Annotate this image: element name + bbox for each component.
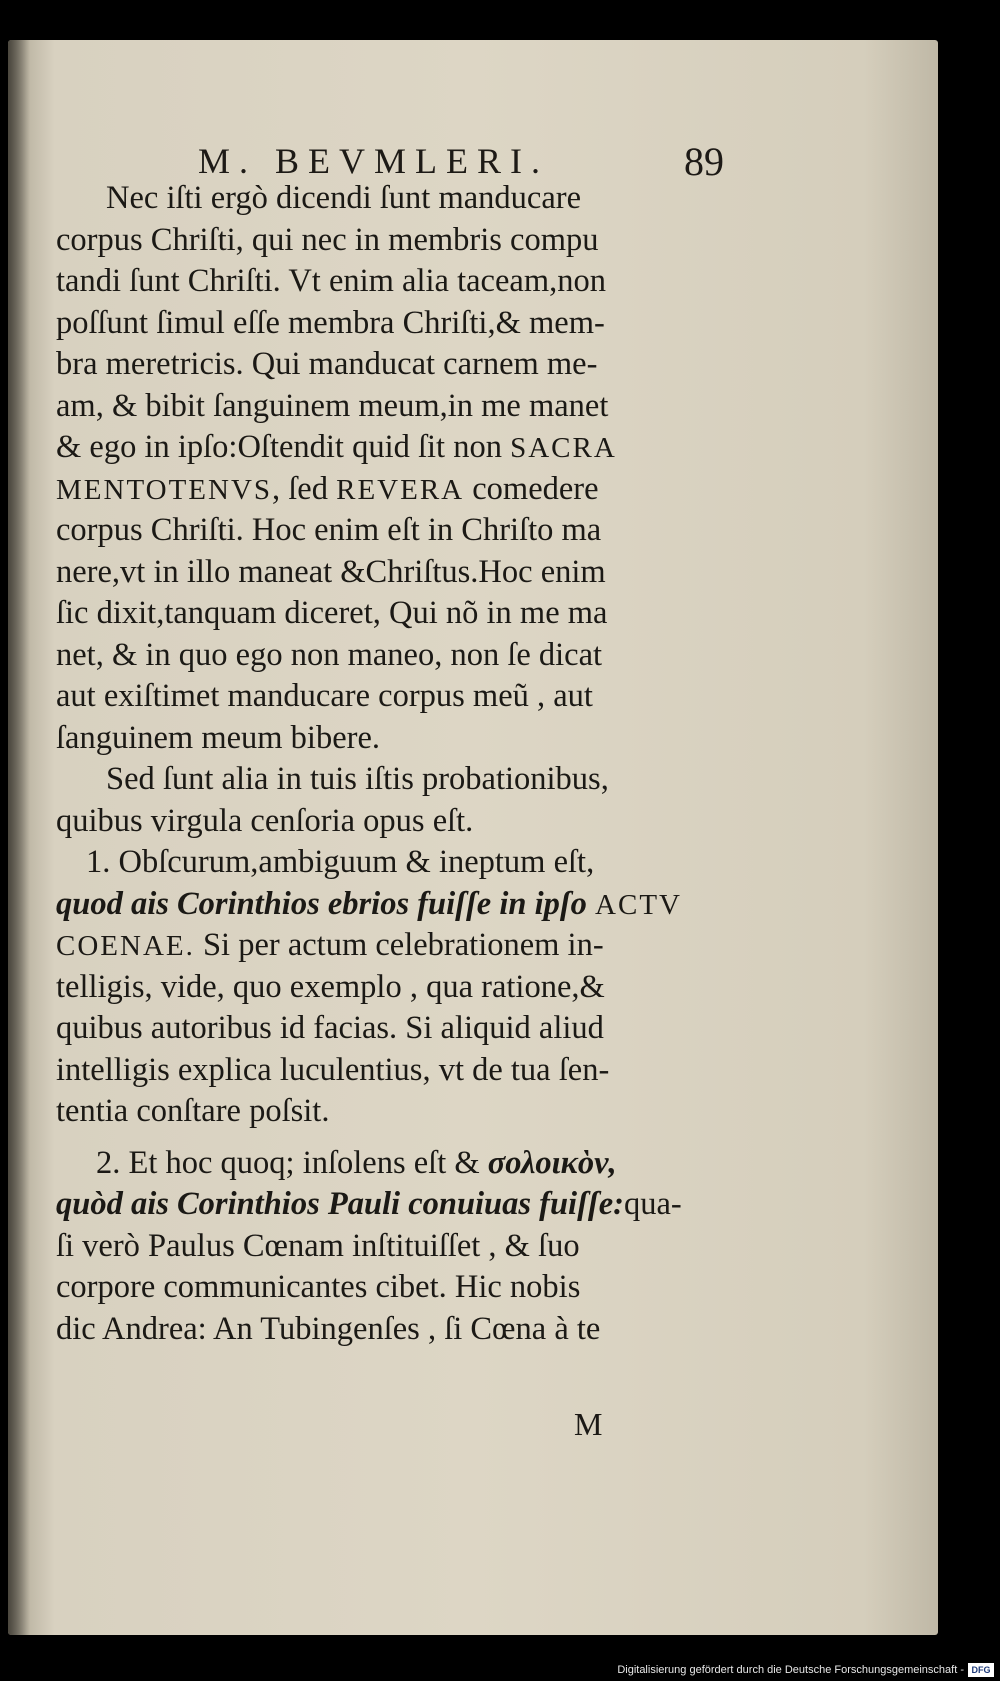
text-segment: qua- (623, 1186, 682, 1222)
greek-text: σολοικὸν, (487, 1144, 617, 1181)
text-segment: Si per actum celebrationem in- (202, 927, 604, 963)
text-line (56, 925, 726, 967)
text-line (56, 1184, 726, 1226)
dfg-logo: DFG (968, 1663, 994, 1677)
text-line: Nec iſti ergò dicendi ſunt manducare (106, 180, 581, 216)
italic-text: quod ais Corinthios ebrios fuiſſe in ipſo (56, 885, 587, 922)
text-line: quibus virgula cenſoria opus eſt. (56, 802, 474, 839)
text-line: tandi ſunt Chriſti. Vt enim alia taceam,non (56, 263, 606, 299)
page-text (56, 178, 726, 1350)
italic-text: quòd ais Corinthios Pauli conuiuas fuiſſe: (56, 1186, 624, 1222)
text-line: tentia conſtare poſsit. (56, 1093, 330, 1129)
text-line: ſanguinem meum bibere. (56, 719, 381, 756)
text-line: ſi verò Paulus Cœnam inſtituiſſet , & ſuo (56, 1227, 580, 1264)
text-line: nere,vt in illo maneat &Chriſtus.Hoc enim (56, 553, 606, 590)
small-caps-text: COENAE. (56, 930, 195, 962)
small-caps-text: MENTOTENVS (56, 473, 273, 506)
book-page (8, 40, 938, 1635)
text-line (56, 469, 726, 511)
text-line: telligis, vide, quo exemplo , qua ratione,& (56, 968, 605, 1005)
text-line: corpus Chriſti, qui nec in membris compu (56, 221, 599, 258)
text-line: ſic dixit,tanquam diceret, Qui nõ in me ma (56, 595, 608, 631)
text-line: corpore communicantes cibet. Hic nobis (56, 1269, 581, 1305)
text-line: aut exiſtimet manducare corpus meũ , aut (56, 678, 593, 714)
text-segment: , ſed (272, 470, 328, 507)
text-line: Sed ſunt alia in tuis iſtis probationibus, (106, 761, 609, 797)
text-line: quibus autoribus id facias. Si aliquid aliud (56, 1010, 604, 1046)
text-segment: & ego in ipſo:Oſtendit quid ſit non (56, 429, 502, 465)
text-line: 1. Obſcurum,ambiguum & ineptum eſt, (86, 844, 595, 880)
small-caps-text: ACTV (595, 888, 682, 921)
text-line: bra meretricis. Qui manducat carnem me- (56, 346, 598, 382)
text-line: net, & in quo ego non maneo, non ſe dicat (56, 636, 603, 673)
text-line: am, & bibit ſanguinem meum,in me manet (56, 387, 609, 424)
catchword: M (574, 1406, 603, 1442)
text-line (56, 427, 726, 469)
small-caps-text: SACRA (510, 432, 617, 464)
page-number: 89 (684, 139, 724, 184)
text-line: poſſunt ſimul eſſe membra Chriſti,& mem- (56, 304, 605, 341)
text-line (56, 1143, 726, 1185)
small-caps-text: REVERA (336, 473, 465, 506)
text-line: corpus Chriſti. Hoc enim eſt in Chriſto ma (56, 512, 602, 548)
text-segment: 2. Et hoc quoq; inſolens eſt & (96, 1144, 480, 1181)
text-line: intelligis explica luculentius, vt de tua ſen- (56, 1051, 610, 1088)
funding-credit: Digitalisierung gefördert durch die Deutsche Forschungsgemeinschaft - (617, 1664, 964, 1676)
running-head: M. BEVMLERI. (198, 141, 549, 181)
text-line (56, 884, 726, 926)
text-line: dic Andrea: An Tubingenſes , ſi Cœna à te (56, 1310, 601, 1347)
text-segment: comedere (472, 470, 599, 507)
